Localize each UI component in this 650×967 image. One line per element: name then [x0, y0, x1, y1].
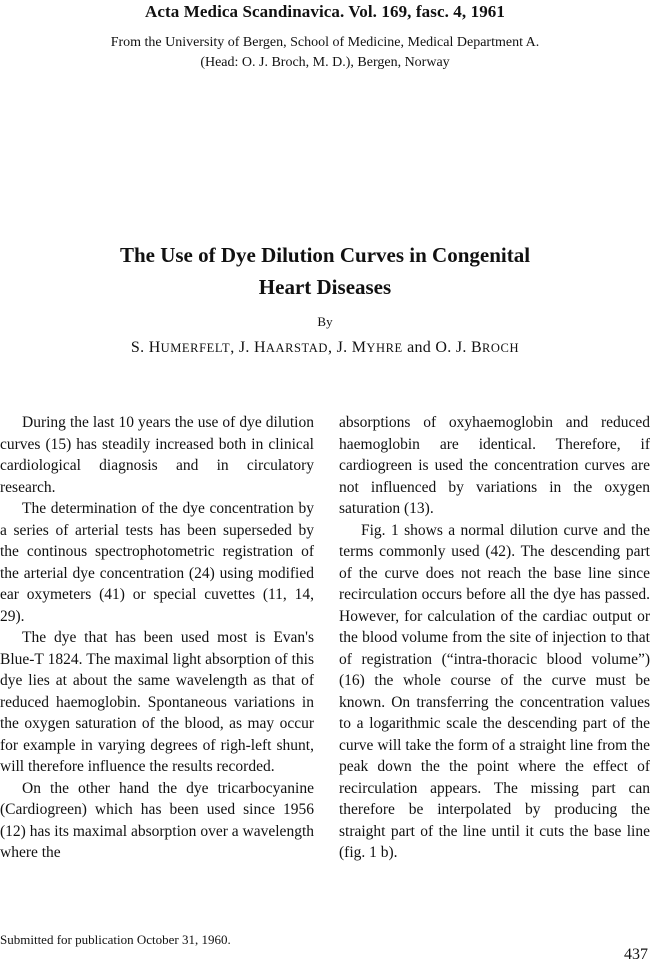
author-separator: and: [402, 339, 436, 356]
author-surname-initial: H: [148, 339, 161, 356]
page-number: 437: [624, 946, 648, 963]
author-separator: ,: [328, 339, 337, 356]
author-surname-initial: H: [253, 339, 266, 356]
author-name: [337, 339, 403, 356]
affiliation-line: From the University of Bergen, School of Medicine, Medical Department A.: [110, 35, 540, 50]
author-name: [131, 339, 230, 356]
right-column: [339, 412, 650, 864]
author-initials: S.: [130, 339, 149, 356]
author-surname-rest: YHRE: [366, 341, 403, 355]
affiliation: [0, 33, 650, 73]
author-surname-initial: M: [351, 339, 367, 356]
body-paragraph: The dye that has been used most is Evan's Blue-T 1824. The maximal light absorption of this dye lies at about the same wavelength as that of reduced haemoglobin. Spontaneous variations in the oxygen saturation of the blood, as may occur for example in varying degrees of righ-left shunt, will therefore influence the results recorded.: [0, 629, 314, 775]
body-paragraph: The determination of the dye concentration by a series of arterial tests has been superseded by the continous spectrophotometric registration of the arterial dye concentration (24) using modified ear oxymeters (41) or special cuvettes (11, 14, 29).: [0, 500, 314, 625]
affiliation-line: (Head: O. J. Broch, M. D.), Bergen, Norway: [200, 55, 450, 70]
body-paragraph: absorptions of oxyhaemoglobin and reduced haemoglobin are identical. Therefore, if cardiogreen is used the concentration curves are not influenced by variations in the oxygen saturation (13).: [339, 414, 650, 517]
submission-footnote: Submitted for publication October 31, 1960.: [0, 932, 231, 947]
journal-citation: Acta Medica Scandinavica. Vol. 169, fasc. 4, 1961: [144, 2, 505, 21]
author-initials: J.: [238, 339, 254, 356]
article-title: [0, 239, 650, 303]
author-name: [435, 339, 519, 356]
author-name: [239, 339, 328, 356]
author-surname-rest: ROCH: [481, 341, 520, 355]
author-surname-rest: AARSTAD: [265, 341, 329, 355]
author-initials: O. J.: [435, 339, 471, 356]
author-separator: ,: [230, 339, 239, 356]
title-line: The Use of Dye Dilution Curves in Congenital: [119, 243, 531, 267]
author-initials: J.: [336, 339, 352, 356]
title-line: Heart Diseases: [258, 275, 392, 299]
author-surname-initial: B: [470, 339, 482, 356]
body-paragraph: Fig. 1 shows a normal dilution curve and the terms commonly used (42). The descending part of the curve does not reach the base line since recirculation occurs before all the dye has passed. However, for calculation of the cardiac output or the blood volume from the site of injection to that of registration (“intra-thoracic blood volume”) (16) the whole course of the curve must be known. On transferring the concentration values to a logarithmic scale the descending part of the curve will take the form of a straight line from the peak down the the point where the effect of recirculation appears. The missing part can therefore be interpolated by producing the straight part of the line until it cuts the base line (fig. 1 b).: [339, 521, 650, 861]
left-column: [0, 412, 314, 864]
by-line: By: [317, 314, 333, 329]
body-paragraph: During the last 10 years the use of dye dilution curves (15) has steadily increased both in clinical cardiological diagnosis and in circulatory research.: [0, 414, 314, 496]
author-surname-rest: UMERFELT: [160, 341, 231, 355]
author-list: [0, 339, 650, 357]
body-paragraph: On the other hand the dye tricarbocyanine (Cardiogreen) which has been used since 1956 (12) has its maximal absorption over a wavelength where the: [0, 779, 314, 861]
